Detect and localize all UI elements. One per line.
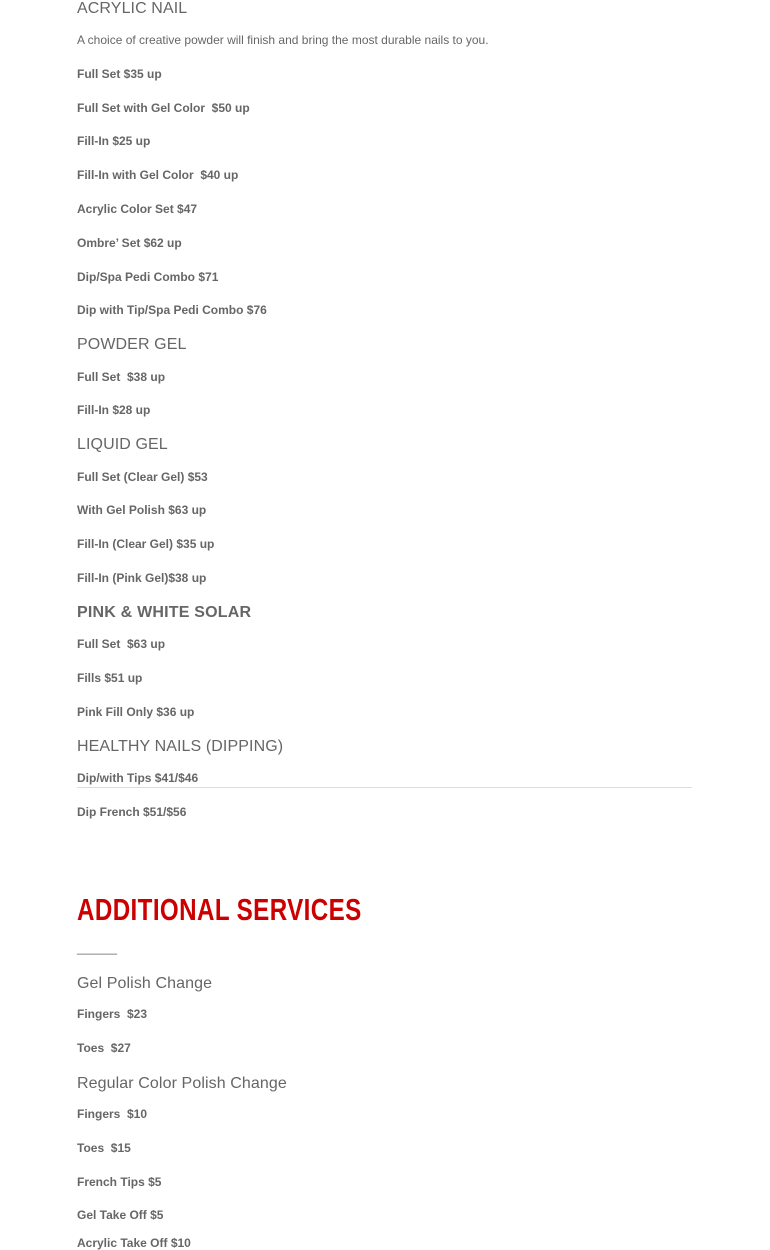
price-item: Fill-In (Clear Gel) $35 up	[77, 537, 215, 551]
price-item: Fill-In (Pink Gel)$38 up	[77, 571, 207, 585]
price-item: Full Set $35 up	[77, 67, 162, 81]
price-item: Toes $27	[77, 1041, 131, 1055]
divider-line	[77, 787, 692, 788]
section-title-pink-white-solar: PINK & WHITE SOLAR	[77, 604, 252, 621]
price-item: Full Set with Gel Color $50 up	[77, 101, 250, 115]
price-item: Full Set $38 up	[77, 370, 166, 384]
price-item: Acrylic Color Set $47	[77, 202, 198, 216]
price-item: Fills $51 up	[77, 671, 143, 685]
price-item: Toes $15	[77, 1141, 131, 1155]
price-item: Fill-In with Gel Color $40 up	[77, 168, 239, 182]
price-item: Dip/Spa Pedi Combo $71	[77, 270, 219, 284]
section-title-gel-polish-change: Gel Polish Change	[77, 975, 213, 992]
section-title-acrylic-nail: ACRYLIC NAIL	[77, 0, 188, 17]
additional-services-heading: ADDITIONAL SERVICES	[77, 892, 362, 927]
section-title-powder-gel: POWDER GEL	[77, 336, 187, 353]
price-item: Fill-In $28 up	[77, 403, 151, 417]
price-item: French Tips $5	[77, 1175, 162, 1189]
section-title-regular-polish-change: Regular Color Polish Change	[77, 1075, 287, 1092]
price-item: Full Set (Clear Gel) $53	[77, 470, 208, 484]
price-item: Fingers $10	[77, 1107, 148, 1121]
price-item: Fingers $23	[77, 1007, 148, 1021]
heading-underline-text: ______	[77, 941, 118, 955]
price-item: Gel Take Off $5	[77, 1208, 164, 1222]
price-item: Acrylic Take Off $10	[77, 1236, 191, 1250]
price-item: Ombre’ Set $62 up	[77, 236, 182, 250]
price-item: Pink Fill Only $36 up	[77, 705, 195, 719]
price-item: Fill-In $25 up	[77, 134, 151, 148]
price-item: With Gel Polish $63 up	[77, 503, 207, 517]
price-item: Full Set $63 up	[77, 637, 166, 651]
section-description-acrylic-nail: A choice of creative powder will finish and bring the most durable nails to you.	[77, 33, 489, 47]
price-item: Dip/with Tips $41/$46	[77, 771, 199, 785]
price-item: Dip with Tip/Spa Pedi Combo $76	[77, 303, 267, 317]
section-title-liquid-gel: LIQUID GEL	[77, 436, 168, 453]
price-item: Dip French $51/$56	[77, 805, 187, 819]
section-title-healthy-nails: HEALTHY NAILS (DIPPING)	[77, 738, 284, 755]
